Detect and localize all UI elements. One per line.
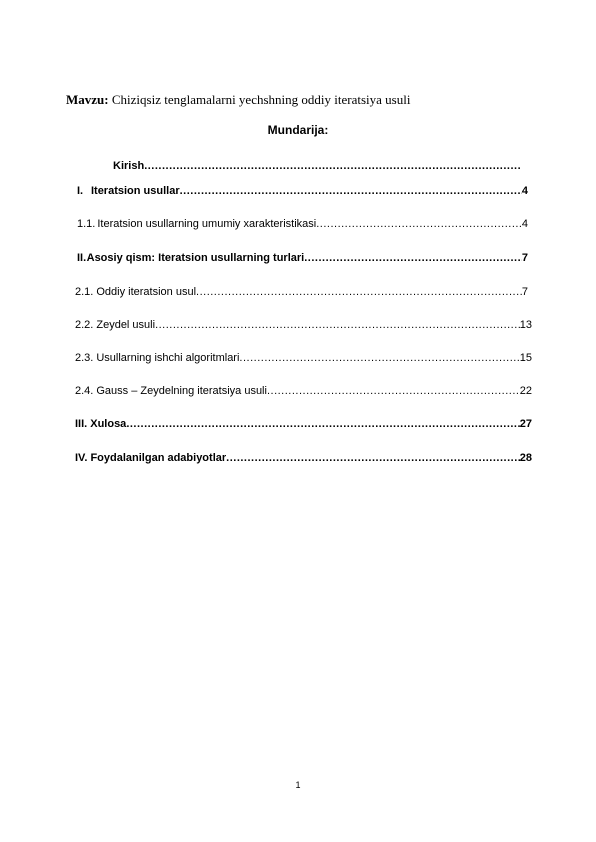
toc-entry-number: 2.4. (75, 385, 94, 397)
toc-entry-page: 7 (521, 286, 528, 298)
toc-entry-umumiy-xarakteristika[interactable] (77, 218, 528, 230)
toc-entry-number: II. (77, 252, 87, 264)
toc-entry-page: 7 (521, 252, 528, 264)
toc-entry-label: Asosiy qism: Iteratsion usullarning turlari (86, 252, 305, 264)
toc-leader-dots (267, 385, 520, 397)
toc-leader-dots (180, 185, 522, 197)
toc-entry-oddiy-iteratsion[interactable] (75, 286, 528, 298)
toc-leader-dots (126, 418, 519, 430)
toc-entry-page: 27 (519, 418, 532, 430)
toc-entry-adabiyotlar[interactable] (75, 452, 532, 464)
toc-entry-label: Gauss – Zeydelning iteratsiya usuli (96, 385, 267, 397)
toc-leader-dots (316, 218, 522, 230)
toc-entry-zeydel-usuli[interactable] (75, 319, 532, 331)
toc-entry-page: 22 (519, 385, 532, 397)
toc-leader-dots (239, 352, 519, 364)
topic-label: Mavzu: (66, 92, 109, 107)
toc-entry-page: 13 (519, 319, 532, 331)
toc-leader-dots (196, 286, 522, 298)
toc-entry-iteratsion-usullar[interactable] (77, 185, 528, 197)
toc-entry-page: 4 (521, 218, 528, 230)
toc-entry-number: 2.1. (75, 286, 94, 298)
toc-leader-dots (304, 252, 522, 264)
toc-entry-number: III. (75, 418, 88, 430)
page-number: 1 (295, 780, 301, 790)
toc-entry-label: Iteratsion usullar (90, 185, 180, 197)
toc-entry-label: Foydalanilgan adabiyotlar (90, 452, 227, 464)
toc-entry-number: 1.1. (77, 218, 96, 230)
toc-entry-page: 4 (521, 185, 528, 197)
toc-entry-number: I. (77, 185, 84, 197)
toc-entry-gauss-zeydel[interactable] (75, 385, 532, 397)
toc-entry-label: Iteratsion usullarning umumiy xarakteristikasi (97, 218, 317, 230)
toc-entry-asosiy-qism[interactable] (77, 252, 528, 264)
toc-entry-label: Oddiy iteratsion usul (96, 286, 197, 298)
toc-entry-xulosa[interactable] (75, 418, 532, 430)
toc-entry-label: Usullarning ishchi algoritmlari (96, 352, 240, 364)
topic-title: Chiziqsiz tenglamalarni yechshning oddiy iteratsiya usuli (111, 92, 411, 107)
toc-leader-dots (144, 160, 520, 172)
toc-entry-kirish[interactable] (113, 160, 520, 172)
toc-entry-number: IV. (75, 452, 88, 464)
toc-heading: Mundarija: (267, 123, 329, 137)
toc-entry-page: 28 (519, 452, 532, 464)
toc-entry-label: Xulosa (90, 418, 127, 430)
toc-entry-page: 15 (519, 352, 532, 364)
toc-entry-number: 2.2. (75, 319, 94, 331)
toc-entry-ishchi-algoritmlar[interactable] (75, 352, 532, 364)
toc-entry-label: Kirish (113, 160, 145, 172)
topic-line (66, 92, 410, 108)
toc-entry-label: Zeydel usuli (96, 319, 156, 331)
toc-leader-dots (155, 319, 520, 331)
toc-leader-dots (226, 452, 520, 464)
toc-entry-number: 2.3. (75, 352, 94, 364)
